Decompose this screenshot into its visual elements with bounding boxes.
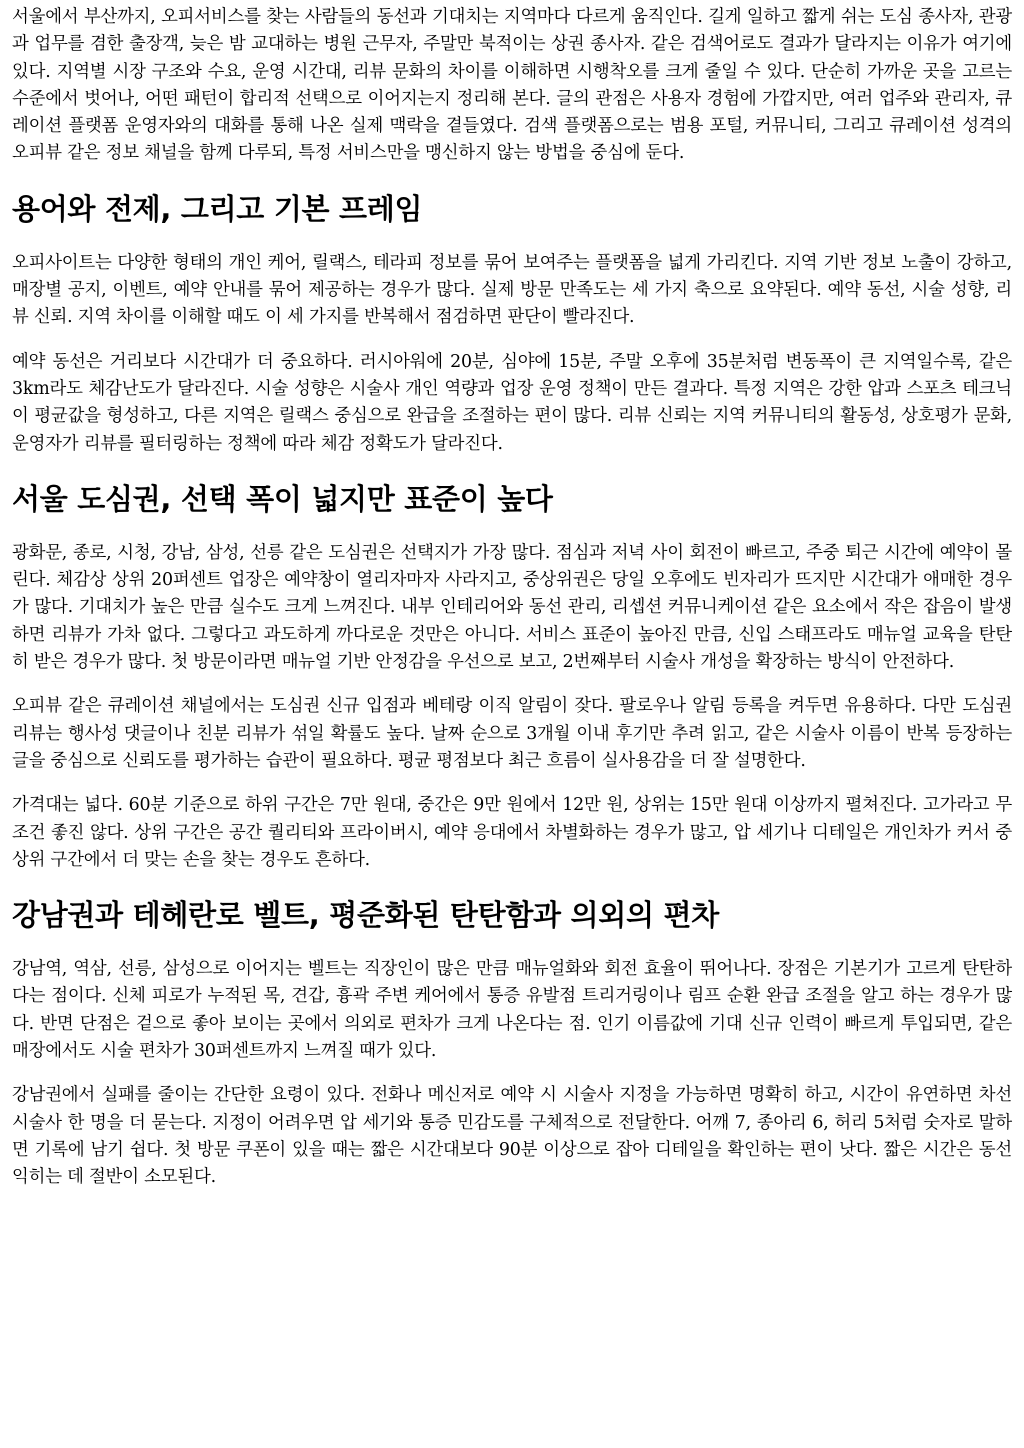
section-seoul-downtown (12, 480, 1012, 874)
intro-paragraph: 서울에서 부산까지, 오피서비스를 찾는 사람들의 동선과 기대치는 지역마다 다르게 움직인다. 길게 일하고 짧게 쉬는 도심 종사자, 관광과 업무를 겸한 출장객, 늦은 밤 교대하는 병원 근무자, 주말만 북적이는 상권 종사자. 같은 검색어로도 결과가 달라지는 이유가 여기에 있다. 지역별 시장 구조와 수요, 운영 시간대, 리뷰 문화의 차이를 이해하면 시행착오를 크게 줄일 수 있다. 단순히 가까운 곳을 고르는 수준에서 벗어나, 어떤 패턴이 합리적 선택으로 이어지는지 정리해 본다. 글의 관점은 사용자 경험에 가깝지만, 여러 업주와 관리자, 큐레이션 플랫폼 운영자와의 대화를 통해 나온 실제 맥락을 곁들였다. 검색 플랫폼으로는 범용 포털, 커뮤니티, 그리고 큐레이션 성격의 오피뷰 같은 정보 채널을 함께 다루되, 특정 서비스만을 맹신하지 않는 방법을 중심에 둔다. (12, 7, 1012, 164)
section-terms (12, 190, 1012, 458)
section-paragraph: 오피뷰 같은 큐레이션 채널에서는 도심권 신규 입점과 베테랑 이직 알림이 잦다. 팔로우나 알림 등록을 켜두면 유용하다. 다만 도심권 리뷰는 행사성 댓글이나 친분 리뷰가 섞일 확률도 높다. 날짜 순으로 3개월 이내 후기만 추려 읽고, 같은 시술사 이름이 반복 등장하는 글을 중심으로 신뢰도를 평가하는 습관이 필요하다. 평균 평점보다 최근 흐름이 실사용감을 더 잘 설명한다. (12, 696, 1012, 771)
section-gangnam (12, 896, 1012, 1191)
section-paragraph: 가격대는 넓다. 60분 기준으로 하위 구간은 7만 원대, 중간은 9만 원에서 12만 원, 상위는 15만 원대 이상까지 펼쳐진다. 고가라고 무조건 좋진 않다. 상위 구간은 공간 퀄리티와 프라이버시, 예약 응대에서 차별화하는 경우가 많고, 압 세기나 디테일은 개인차가 커서 중상위 구간에서 더 맞는 손을 찾는 경우도 흔하다. (12, 795, 1012, 870)
section-paragraph: 강남권에서 실패를 줄이는 간단한 요령이 있다. 전화나 메신저로 예약 시 시술사 지정을 가능하면 명확히 하고, 시간이 유연하면 차선 시술사 한 명을 더 묻는다. 지정이 어려우면 압 세기와 통증 민감도를 구체적으로 전달한다. 어깨 7, 종아리 6, 허리 5처럼 숫자로 말하면 기록에 남기 쉽다. 첫 방문 쿠폰이 있을 때는 짧은 시간대보다 90분 이상으로 잡아 디테일을 확인하는 편이 낫다. 짧은 시간은 동선 익히는 데 절반이 소모된다. (12, 1085, 1012, 1188)
section-heading: 강남권과 테헤란로 벨트, 평준화된 탄탄함과 의외의 편차 (12, 898, 719, 933)
section-heading: 용어와 전제, 그리고 기본 프레임 (12, 191, 423, 226)
section-paragraph: 예약 동선은 거리보다 시간대가 더 중요하다. 러시아워에 20분, 심야에 15분, 주말 오후에 35분처럼 변동폭이 큰 지역일수록, 같은 3km라도 체감난도가 달라진다. 시술 성향은 시술사 개인 역량과 업장 운영 정책이 만든 결과다. 특정 지역은 강한 압과 스포츠 테크닉이 평균값을 형성하고, 다른 지역은 릴랙스 중심으로 완급을 조절하는 편이 많다. 리뷰 신뢰는 지역 커뮤니티의 활동성, 상호평가 문화, 운영자가 리뷰를 필터링하는 정책에 따라 체감 정확도가 달라진다. (12, 351, 1012, 454)
section-paragraph: 강남역, 역삼, 선릉, 삼성으로 이어지는 벨트는 직장인이 많은 만큼 매뉴얼화와 회전 효율이 뛰어나다. 장점은 기본기가 고르게 탄탄하다는 점이다. 신체 피로가 누적된 목, 견갑, 흉곽 주변 케어에서 통증 유발점 트리거링이나 림프 순환 완급 조절을 알고 하는 경우가 많다. 반면 단점은 겉으로 좋아 보이는 곳에서 의외로 편차가 크게 나온다는 점. 인기 이름값에 기대 신규 인력이 빠르게 투입되면, 같은 매장에서도 시술 편차가 30퍼센트까지 느껴질 때가 있다. (12, 959, 1012, 1062)
section-paragraph: 오피사이트는 다양한 형태의 개인 케어, 릴랙스, 테라피 정보를 묶어 보여주는 플랫폼을 넓게 가리킨다. 지역 기반 정보 노출이 강하고, 매장별 공지, 이벤트, 예약 안내를 묶어 제공하는 경우가 많다. 실제 방문 만족도는 세 가지 축으로 요약된다. 예약 동선, 시술 성향, 리뷰 신뢰. 지역 차이를 이해할 때도 이 세 가지를 반복해서 점검하면 판단이 빨라진다. (12, 252, 1012, 328)
section-paragraph: 광화문, 종로, 시청, 강남, 삼성, 선릉 같은 도심권은 선택지가 가장 많다. 점심과 저녁 사이 회전이 빠르고, 주중 퇴근 시간에 예약이 몰린다. 체감상 상위 20퍼센트 업장은 예약창이 열리자마자 사라지고, 중상위권은 당일 오후에도 빈자리가 뜨지만 시간대가 애매한 경우가 많다. 기대치가 높은 만큼 실수도 크게 느껴진다. 내부 인테리어와 동선 관리, 리셉션 커뮤니케이션 같은 요소에서 작은 잡음이 발생하면 리뷰가 가차 없다. 그렇다고 과도하게 까다로운 것만은 아니다. 서비스 표준이 높아진 만큼, 신입 스태프라도 매뉴얼 교육을 탄탄히 받은 경우가 많다. 첫 방문이라면 매뉴얼 기반 안정감을 우선으로 보고, 2번째부터 시술사 개성을 확장하는 방식이 안전하다. (12, 542, 1012, 673)
section-heading: 서울 도심권, 선택 폭이 넓지만 표준이 높다 (12, 481, 553, 516)
article (12, 4, 1012, 1192)
